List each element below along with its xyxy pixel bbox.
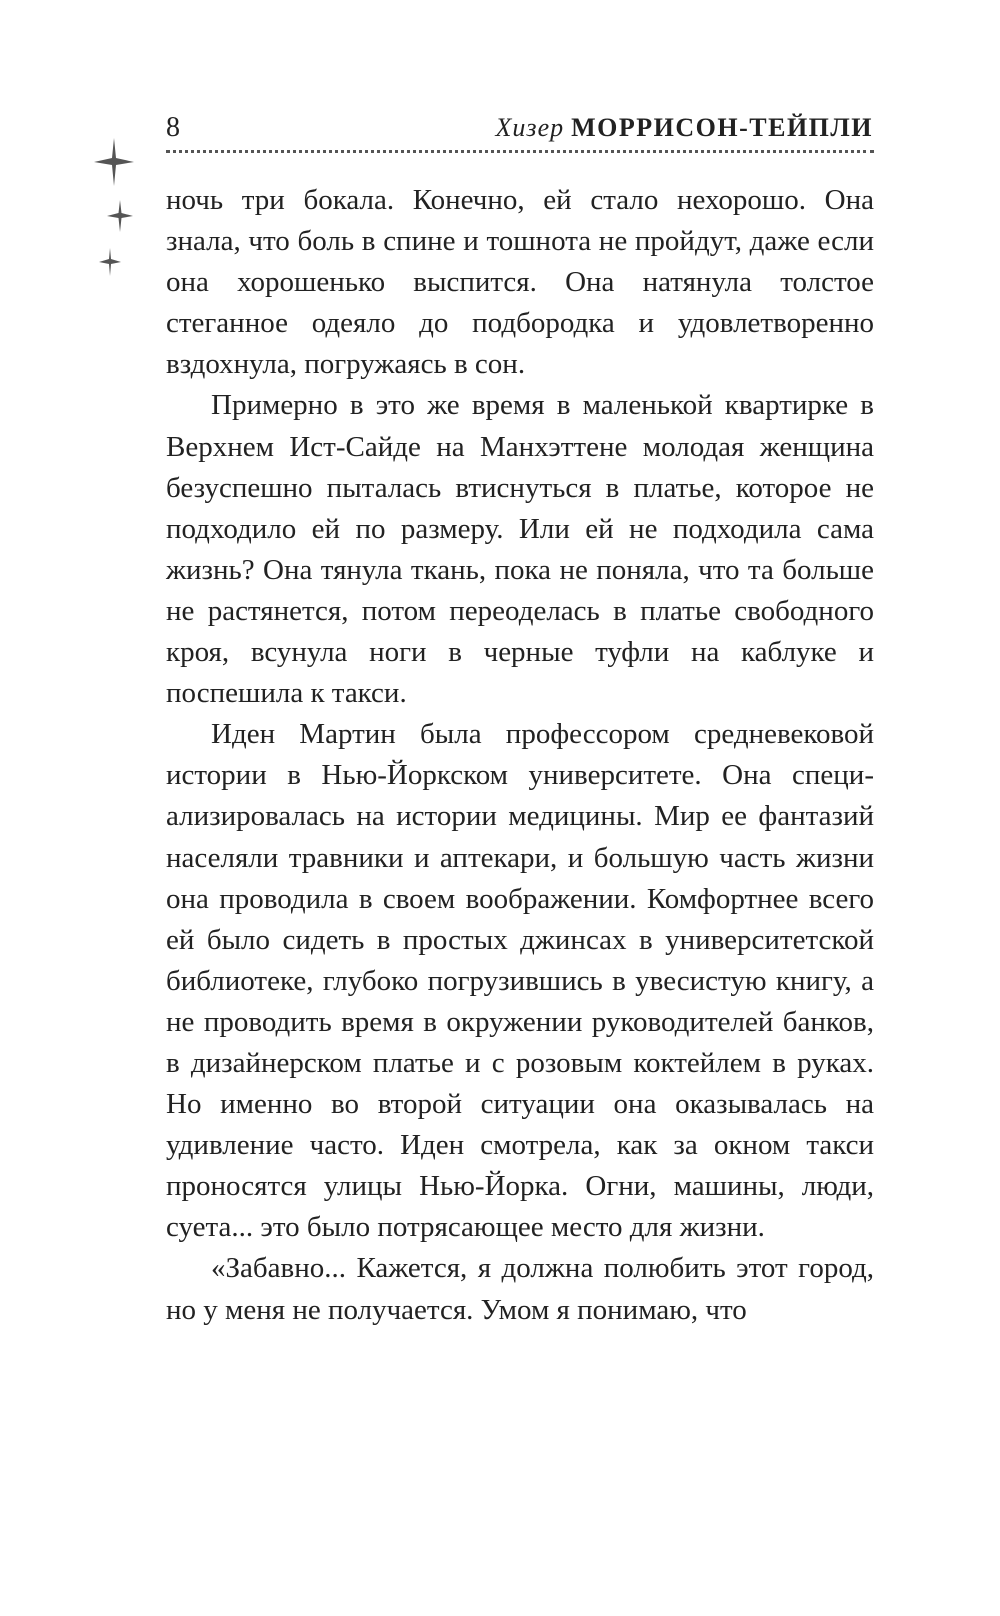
running-head xyxy=(496,112,873,144)
sparkle-large-icon xyxy=(94,138,134,186)
paragraph-4: «Забавно... Кажется, я должна полюбить этот город, но у меня не получается. Умом я понимаю, что xyxy=(166,1252,874,1326)
paragraph-2: Примерно в это же время в маленькой квартирке в Верхнем Ист-Сайде на Манхэттене молодая женщина безуспешно пыталась втиснуться в платье, которое не подходило ей по размеру. Или ей не подходила сама жизнь? Она тянула ткань, пока не поняла, что та больше не растянется, потом переоделась в платье свободного кроя, всунула ноги в черные туфли на каблуке и поспешила к такси. xyxy=(166,389,874,710)
header-dotted-rule xyxy=(166,150,874,153)
sparkle-small-icon xyxy=(99,248,121,276)
sparkles-icon xyxy=(86,138,146,288)
paragraph-3: Иден Мартин была профессором средневековой истории в Нью-Йоркском университете. Она специализировалась на истории медицины. Мир ее фантазий населяли травники и аптекари, и большую часть жизни она проводила в своем воображении. Комфортнее всего ей было сидеть в простых джинсах в университетской библиотеке, глубоко погрузившись в увесистую книгу, а не проводить время в окружении руководителей банков, в дизайнерском платье и с розовым коктейлем в руках. Но именно во второй ситуации она оказывалась на удивление часто. Иден смотрела, как за окном такси проносятся улицы Нью-Йорка. Огни, машины, люди, суета... это было потрясающее место для жизни. xyxy=(166,718,874,1244)
page-number: 8 xyxy=(166,112,180,143)
sparkle-medium-icon xyxy=(107,200,133,232)
author-first-name: Хизер xyxy=(495,113,565,142)
paragraph-1: ночь три бокала. Конечно, ей стало нехорошо. Она знала, что боль в спине и тошнота не пройдут, даже если она хорошенько выспится. Она натянула толстое стеганное одеяло до подбородка и удовлетворенно вздохнула, погружаясь в сон. xyxy=(166,184,874,381)
author-last-name: МОРРИСОН-ТЕЙПЛИ xyxy=(571,113,873,142)
body-text xyxy=(166,180,874,1331)
